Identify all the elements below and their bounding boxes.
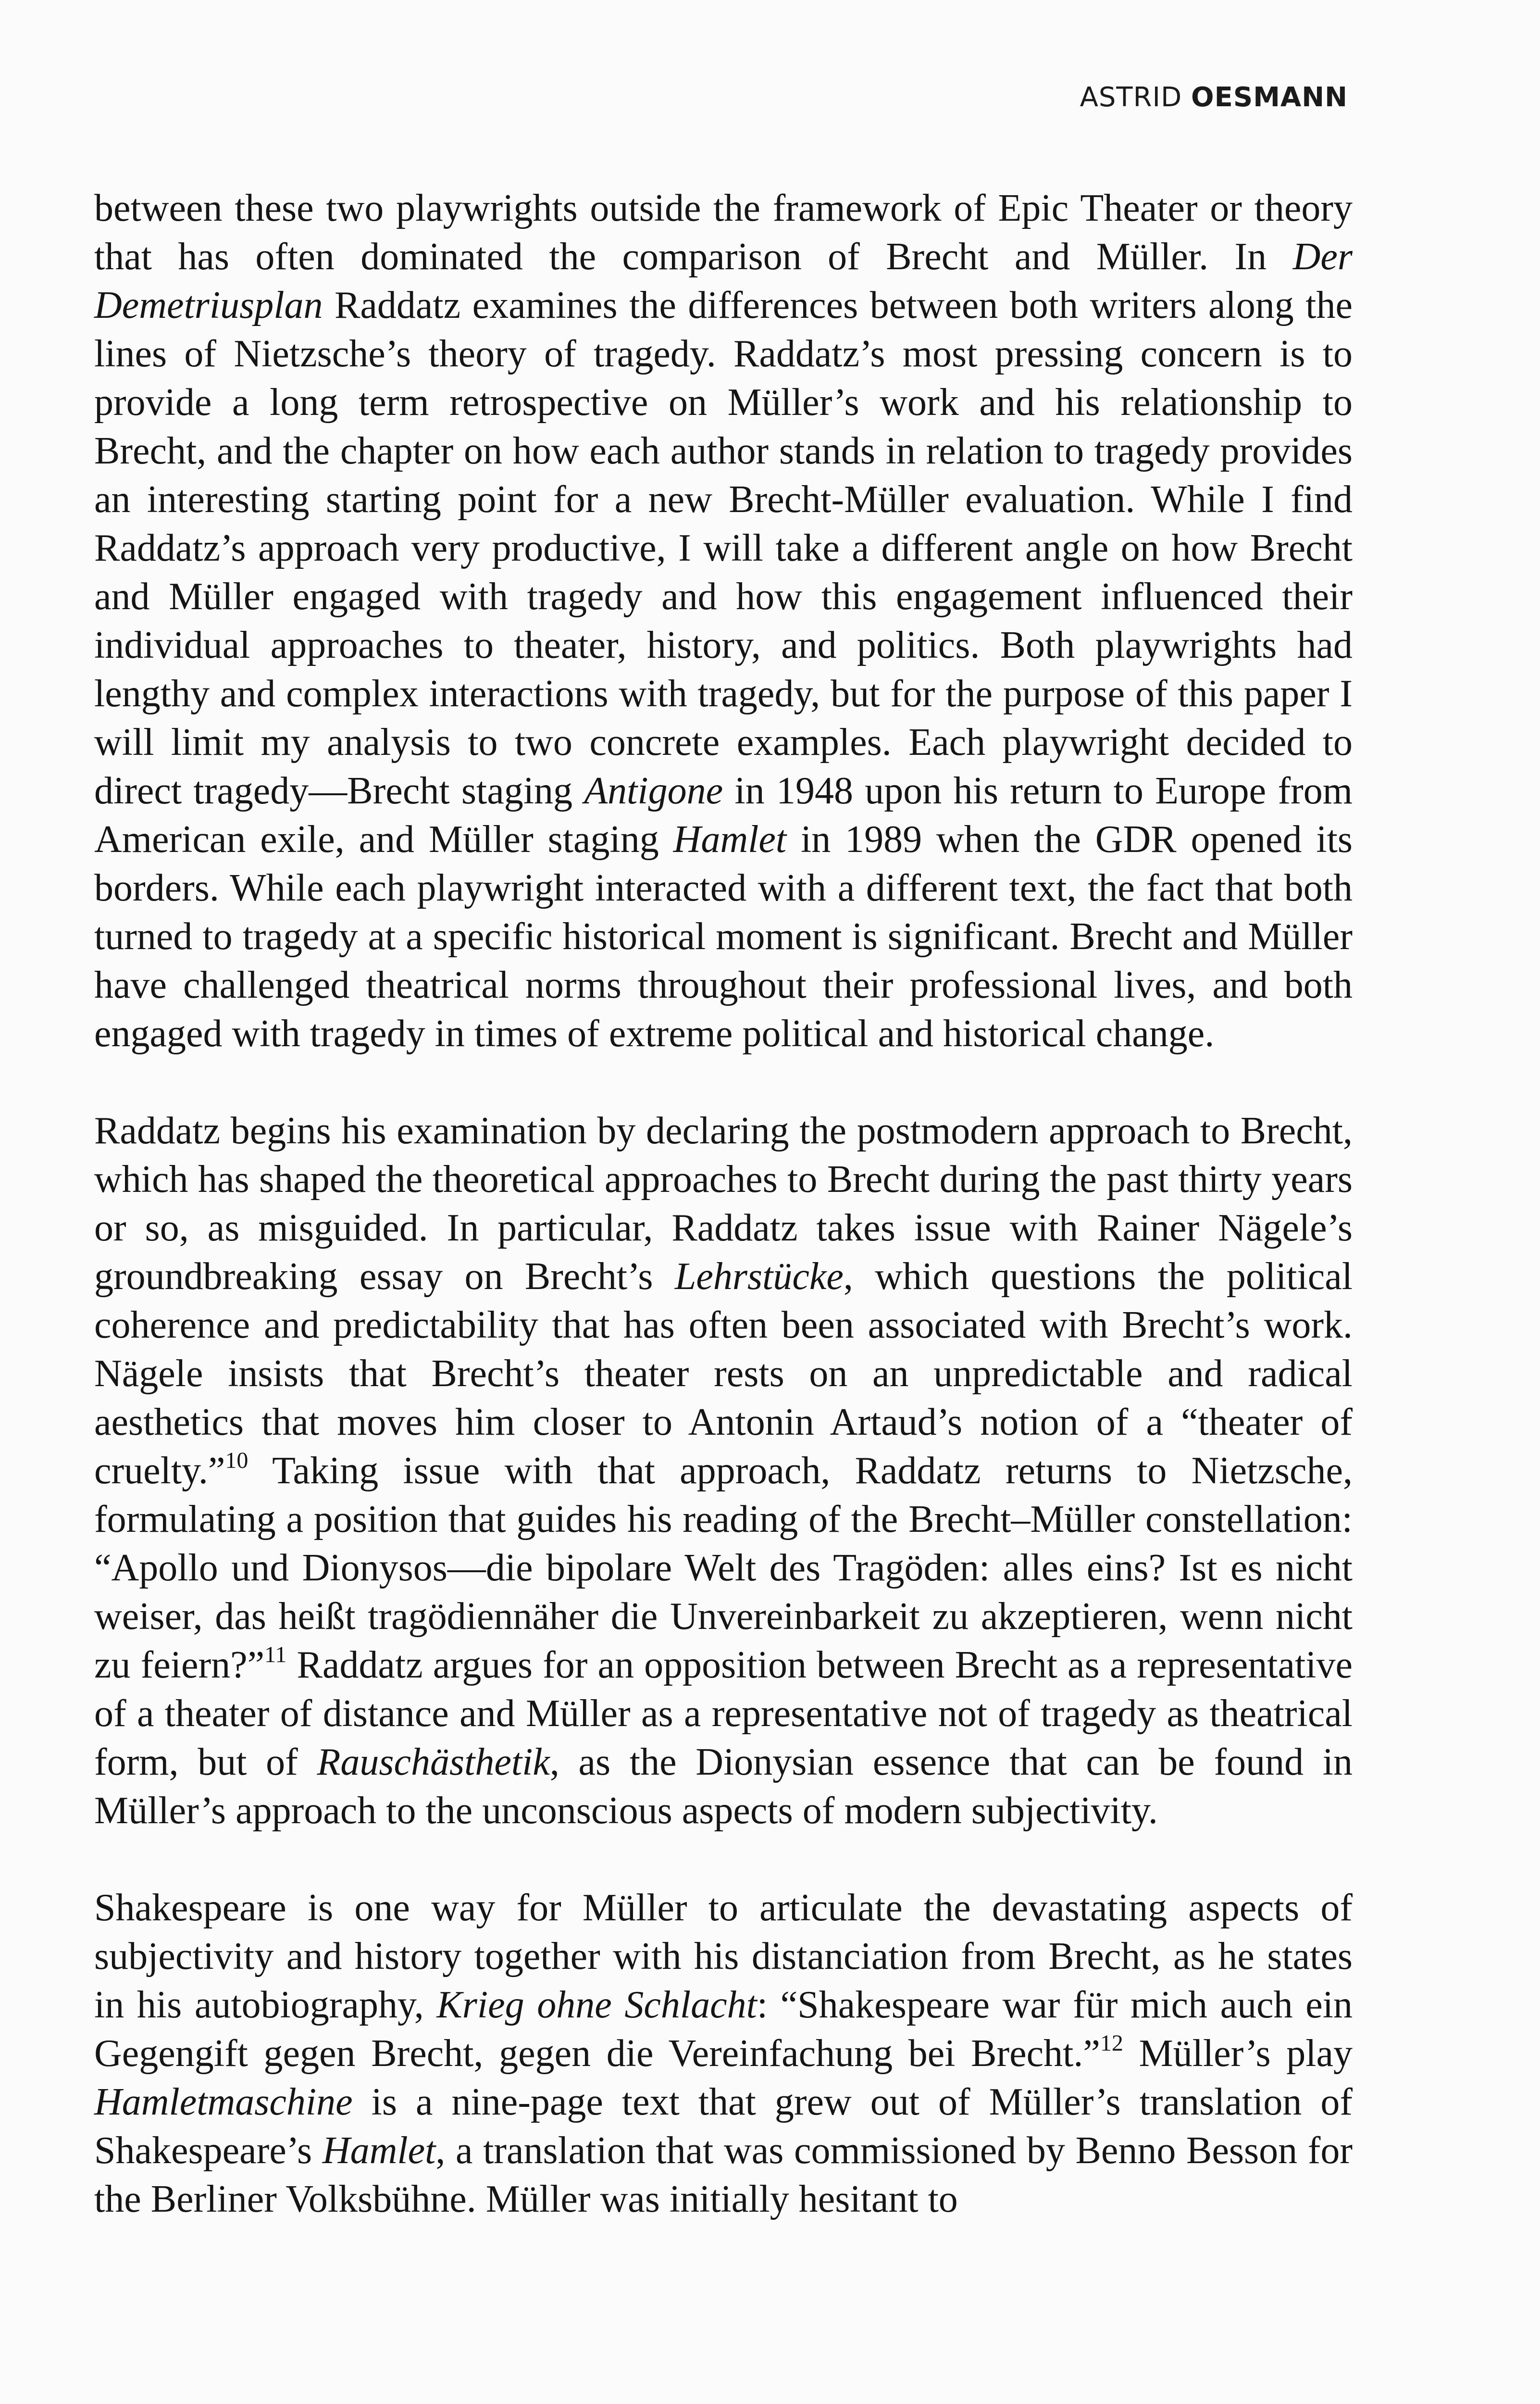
italic-title: Lehrstücke [674, 1255, 844, 1298]
author-last-name: OESMANN [1191, 82, 1348, 113]
text-run: Taking issue with that approach, Raddatz returns to Nietzsche, formulating a position that guides his reading of the Brecht–Müller constellation: “Apollo und Dionysos—die bipolare Welt des Tragöden: alles eins? Ist es nicht weiser, das heißt tragödiennäher die Unvereinbarkeit zu akzeptieren, wenn nicht zu feiern?” [94, 1450, 1353, 1686]
paragraph [94, 184, 1353, 1058]
footnote-marker: 12 [1100, 2030, 1123, 2056]
italic-title: Der Demetriusplan [94, 236, 1353, 326]
text-run: , as the Dionysian essence that can be found in Müller’s approach to the unconscious aspects of modern subjectivity. [94, 1741, 1353, 1832]
text-run: in 1948 upon his return to Europe from American exile, and Müller staging [94, 770, 1353, 861]
author-first-name: ASTRID [1080, 82, 1182, 113]
text-run: is a nine-page text that grew out of Müller’s translation of Shakespeare’s [94, 2081, 1353, 2172]
paragraph [94, 1884, 1353, 2224]
italic-title: Hamlet [322, 2129, 436, 2172]
text-run: Raddatz examines the differences between both writers along the lines of Nietzsche’s theory of tragedy. Raddatz’s most pressing concern is to provide a long term retrospective on Müller’s work and his relationship to Brecht, and the chapter on how each author stands in relation to tragedy provides an interesting starting point for a new Brecht-Müller evaluation. While I find Raddatz’s approach very productive, I will take a different angle on how Brecht and Müller engaged with tragedy and how this engagement influenced their individual approaches to theater, history, and politics. Both playwrights had lengthy and complex interactions with tragedy, but for the purpose of this paper I will limit my analysis to two concrete examples. Each playwright decided to direct tragedy—Brecht staging [94, 284, 1353, 812]
text-run: Raddatz begins his examination by declaring the postmodern approach to Brecht, which has shaped the theoretical approaches to Brecht during the past thirty years or so, as misguided. In particular, Raddatz takes issue with Rainer Nägele’s groundbreaking essay on Brecht’s [94, 1110, 1353, 1298]
text-run: Müller’s play [1123, 2032, 1353, 2075]
italic-title: Krieg ohne Schlacht [436, 1984, 757, 2026]
running-header [1080, 82, 1348, 113]
text-run: in 1989 when the GDR opened its borders. While each playwright interacted with a different text, the fact that both turned to tragedy at a specific historical moment is significant. Brecht and Müller have challenged theatrical norms throughout their professional lives, and both engaged with tragedy in times of extreme political and historical change. [94, 818, 1353, 1055]
italic-title: Antigone [584, 770, 723, 812]
italic-title: Hamlet [673, 818, 787, 861]
body-text [94, 184, 1353, 2224]
text-run: , which questions the political coherence and predictability that has often been associated with Brecht’s work. Nägele insists that Brecht’s theater rests on an unpredictable and radical aesthetics that moves him closer to Antonin Artaud’s notion of a “theater of cruelty.” [94, 1255, 1353, 1492]
footnote-marker: 11 [264, 1642, 287, 1667]
paragraph [94, 1107, 1353, 1835]
text-run: Raddatz argues for an opposition between Brecht as a representative of a theater of distance and Müller as a representative not of tragedy as theatrical form, but of [94, 1644, 1353, 1783]
text-run: : “Shakespeare war für mich auch ein Gegengift gegen Brecht, gegen die Vereinfachung bei Brecht.” [94, 1984, 1353, 2075]
footnote-marker: 10 [225, 1448, 248, 1473]
text-run: , a translation that was commissioned by Benno Besson for the Berliner Volksbühne. Müller was initially hesitant to [94, 2129, 1353, 2220]
italic-title: Rauschästhetik [317, 1741, 550, 1783]
italic-title: Hamletmaschine [94, 2081, 353, 2123]
text-run: Shakespeare is one way for Müller to articulate the devastating aspects of subjectivity and history together with his distanciation from Brecht, as he states in his autobiography, [94, 1887, 1353, 2026]
text-run: between these two playwrights outside the framework of Epic Theater or theory that has often dominated the comparison of Brecht and Müller. In [94, 187, 1353, 278]
